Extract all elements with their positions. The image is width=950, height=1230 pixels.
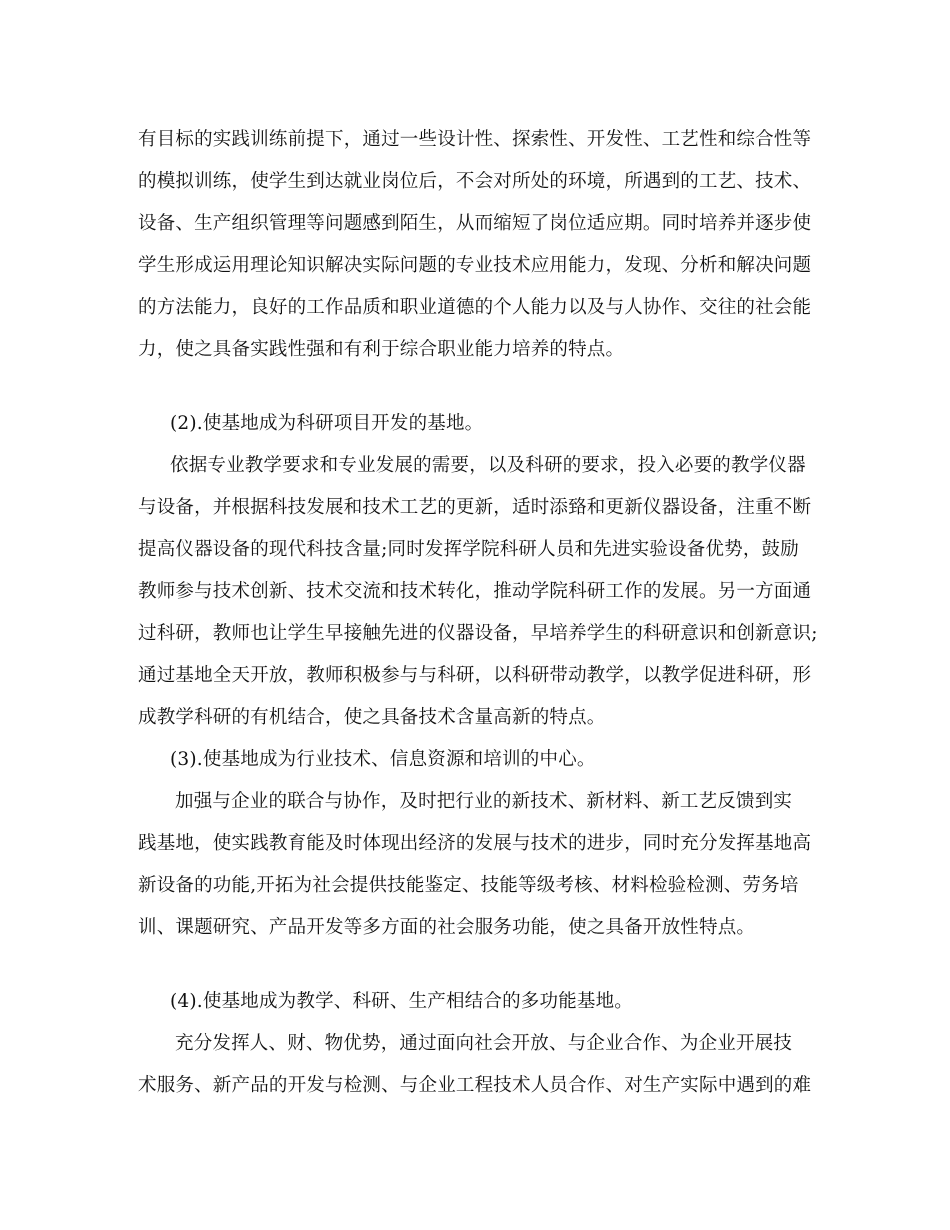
text-line: 过科研，教师也让学生早接触先进的仪器设备，早培养学生的科研意识和创新意识;: [138, 623, 818, 644]
text-line: 成教学科研的有机结合，使之具备技术含量高新的特点。: [138, 707, 606, 728]
section-heading: (4).使基地成为教学、科研、生产相结合的多功能基地。: [170, 991, 633, 1012]
text-line: 设备、生产组织管理等问题感到陌生，从而缩短了岗位适应期。同时培养并逐步使: [138, 213, 812, 234]
text-line: 加强与企业的联合与协作，及时把行业的新技术、新材料、新工艺反馈到实: [175, 791, 793, 812]
text-line: 践基地，使实践教育能及时体现出经济的发展与技术的进步，同时充分发挥基地高: [138, 833, 812, 854]
text-line: 充分发挥人、财、物优势，通过面向社会开放、与企业合作、为企业开展技: [175, 1033, 793, 1054]
text-line: 力，使之具备实践性强和有利于综合职业能力培养的特点。: [138, 339, 625, 360]
text-line: 有目标的实践训练前提下，通过一些设计性、探索性、开发性、工艺性和综合性等: [138, 129, 812, 150]
text-line: 训、课题研究、产品开发等多方面的社会服务功能，使之具备开放性特点。: [138, 917, 756, 938]
text-line: 提高仪器设备的现代科技含量;同时发挥学院科研人员和先进实验设备优势，鼓励: [138, 539, 799, 560]
text-line: 教师参与技术创新、技术交流和技术转化，推动学院科研工作的发展。另一方面通: [138, 581, 812, 602]
text-line: 的模拟训练，使学生到达就业岗位后，不会对所处的环境，所遇到的工艺、技术、: [138, 171, 812, 192]
text-line: 术服务、新产品的开发与检测、与企业工程技术人员合作、对生产实际中遇到的难: [138, 1075, 812, 1096]
text-line: 与设备，并根据科技发展和技术工艺的更新，适时添臵和更新仪器设备，注重不断: [138, 497, 812, 518]
text-line: 通过基地全天开放，教师积极参与与科研，以科研带动教学，以教学促进科研，形: [138, 665, 812, 686]
text-line: 依据专业教学要求和专业发展的需要，以及科研的要求，投入必要的教学仪器: [170, 455, 806, 476]
section-heading: (3).使基地成为行业技术、信息资源和培训的中心。: [170, 749, 596, 770]
text-line: 学生形成运用理论知识解决实际问题的专业技术应用能力，发现、分析和解决问题: [138, 255, 812, 276]
section-heading: (2).使基地成为科研项目开发的基地。: [170, 413, 484, 434]
text-line: 新设备的功能,开拓为社会提供技能鉴定、技能等级考核、材料检验检测、劳务培: [138, 875, 799, 896]
text-line: 的方法能力，良好的工作品质和职业道德的个人能力以及与人协作、交往的社会能: [138, 297, 812, 318]
